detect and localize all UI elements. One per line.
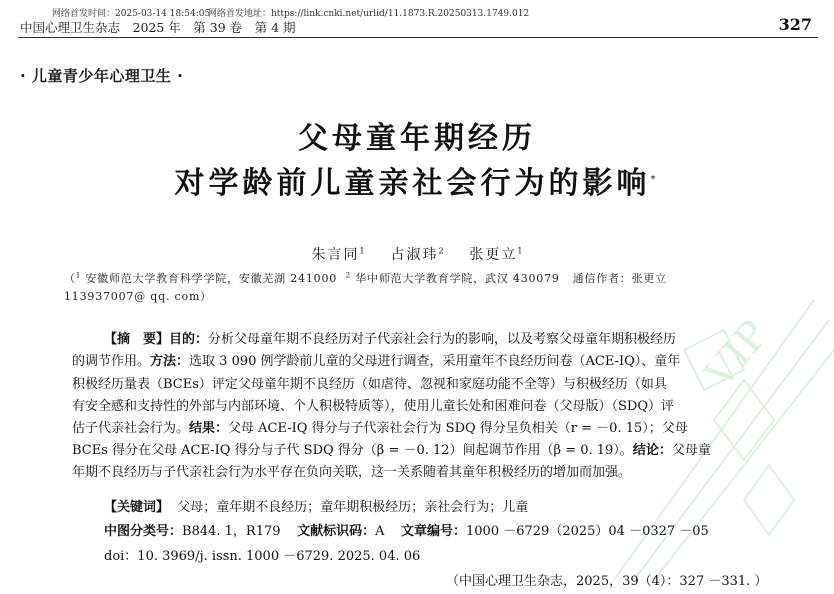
author-aff-mark: 2 [438,246,444,256]
keywords-label: 【关键词】 [104,500,170,515]
conclusion-label: 结论： [632,443,672,458]
abstract-text: BCEs 得分在父母 ACE-IQ 得分与子代 SDQ 得分（β = －0. 12）间起调节作用（β = 0. 19）。 [72,443,633,458]
header-rule [18,37,818,38]
clc-label: 中图分类号： [104,524,183,539]
corresponding-email[interactable]: 113937007@ qq. com） [64,290,212,303]
pub-time-label: 网络首发时间： [52,9,116,19]
page-number: 327 [778,15,812,34]
abstract-line [72,418,688,440]
article-number-value: 1000 －6729（2025）04 －0327 －05 [466,524,709,539]
results-label: 结果： [189,421,229,436]
citation: （中国心理卫生杂志，2025，39（4）：327 －331. ） [446,574,768,589]
abstract-line: 年期不良经历与子代亲社会行为水平存在负向关联，这一关系随着其童年积极经历的增加而加强。 [72,465,632,480]
column-title: · 儿童青少年心理卫生 · [20,67,184,85]
abstract-text: 选取 3 090 例学龄前儿童的父母进行调查，采用童年不良经历问卷（ACE-IQ）、童年 [189,354,681,369]
author-aff-mark: 1 [517,246,523,256]
pub-url-value[interactable]: https://link.cnki.net/urlid/11.1873.R.20250313.1749.012 [271,9,530,19]
doc-code-value: A [375,524,385,539]
keywords [104,496,528,515]
pub-time-value: 2025-03-14 18:54:05 [115,9,211,19]
clc-value: B844. 1，R179 [182,524,281,539]
svg-text:VIP: VIP [696,312,778,397]
affiliations-line1 [64,270,667,286]
article-number-label: 文章编号： [401,524,467,539]
affiliation-2: 华中师范大学教育学院，武汉 430079 [355,272,560,285]
paper-title-line2 [0,158,834,202]
abstract-text: 分析父母童年期不良经历对子代亲社会行为的影响，以及考察父母童年期积极经历 [208,332,677,347]
title-footnote-mark[interactable]: * [650,174,660,185]
methods-label: 方法： [150,354,190,369]
doc-code-label: 文献标识码： [297,524,376,539]
abstract-line [72,440,711,462]
abstract-line: 有安全感和支持性的外部与内部环境、个人积极特质等），使用儿童长处和困难问卷（父母版）（SDQ）评 [72,399,674,414]
author-name: 朱言同 [311,247,360,263]
pub-url-label: 网络首发地址： [208,9,272,19]
author-aff-mark: 1 [359,246,365,256]
author-name: 占淑玮 [390,247,439,263]
abstract-text: 父母童 [671,443,711,458]
corresponding-author: 通信作者：张更立 [572,272,668,285]
paper-title-line2-text: 对学龄前儿童亲社会行为的影响 [174,166,651,201]
affiliation-1: 安徽师范大学教育科学学院，安徽芜湖 241000 [85,272,338,285]
abstract-text: 估子代亲社会行为。 [72,421,190,436]
classification-line [104,520,709,539]
affil-paren: （ [64,272,76,285]
affil-num: 1 [75,271,82,280]
abstract-line: 积极经历量表（BCEs）评定父母童年期不良经历（如虐待、忽视和家庭功能不全等）与积极经历（如具 [72,377,667,392]
author-list [0,244,834,264]
doi[interactable]: doi：10. 3969/j. issn. 1000 －6729. 2025. 04. 06 [104,549,421,564]
abstract-line [104,329,676,351]
author-name: 张更立 [469,247,518,263]
keywords-text: 父母；童年期不良经历；童年期积极经历；亲社会行为；儿童 [177,500,529,515]
abstract-text: 父母 ACE-IQ 得分与子代亲社会行为 SDQ 得分呈负相关（r = －0. 15）；父母 [228,421,688,436]
journal-line: 中国心理卫生杂志 2025 年 第 39 卷 第 4 期 [20,20,296,35]
abstract-line [72,351,680,373]
paper-title-line1: 父母童年期经历 [298,121,536,156]
abstract-text: 的调节作用。 [72,354,151,369]
abstract-label: 【摘 要】目的： [104,332,209,347]
affil-num: 2 [345,271,351,280]
